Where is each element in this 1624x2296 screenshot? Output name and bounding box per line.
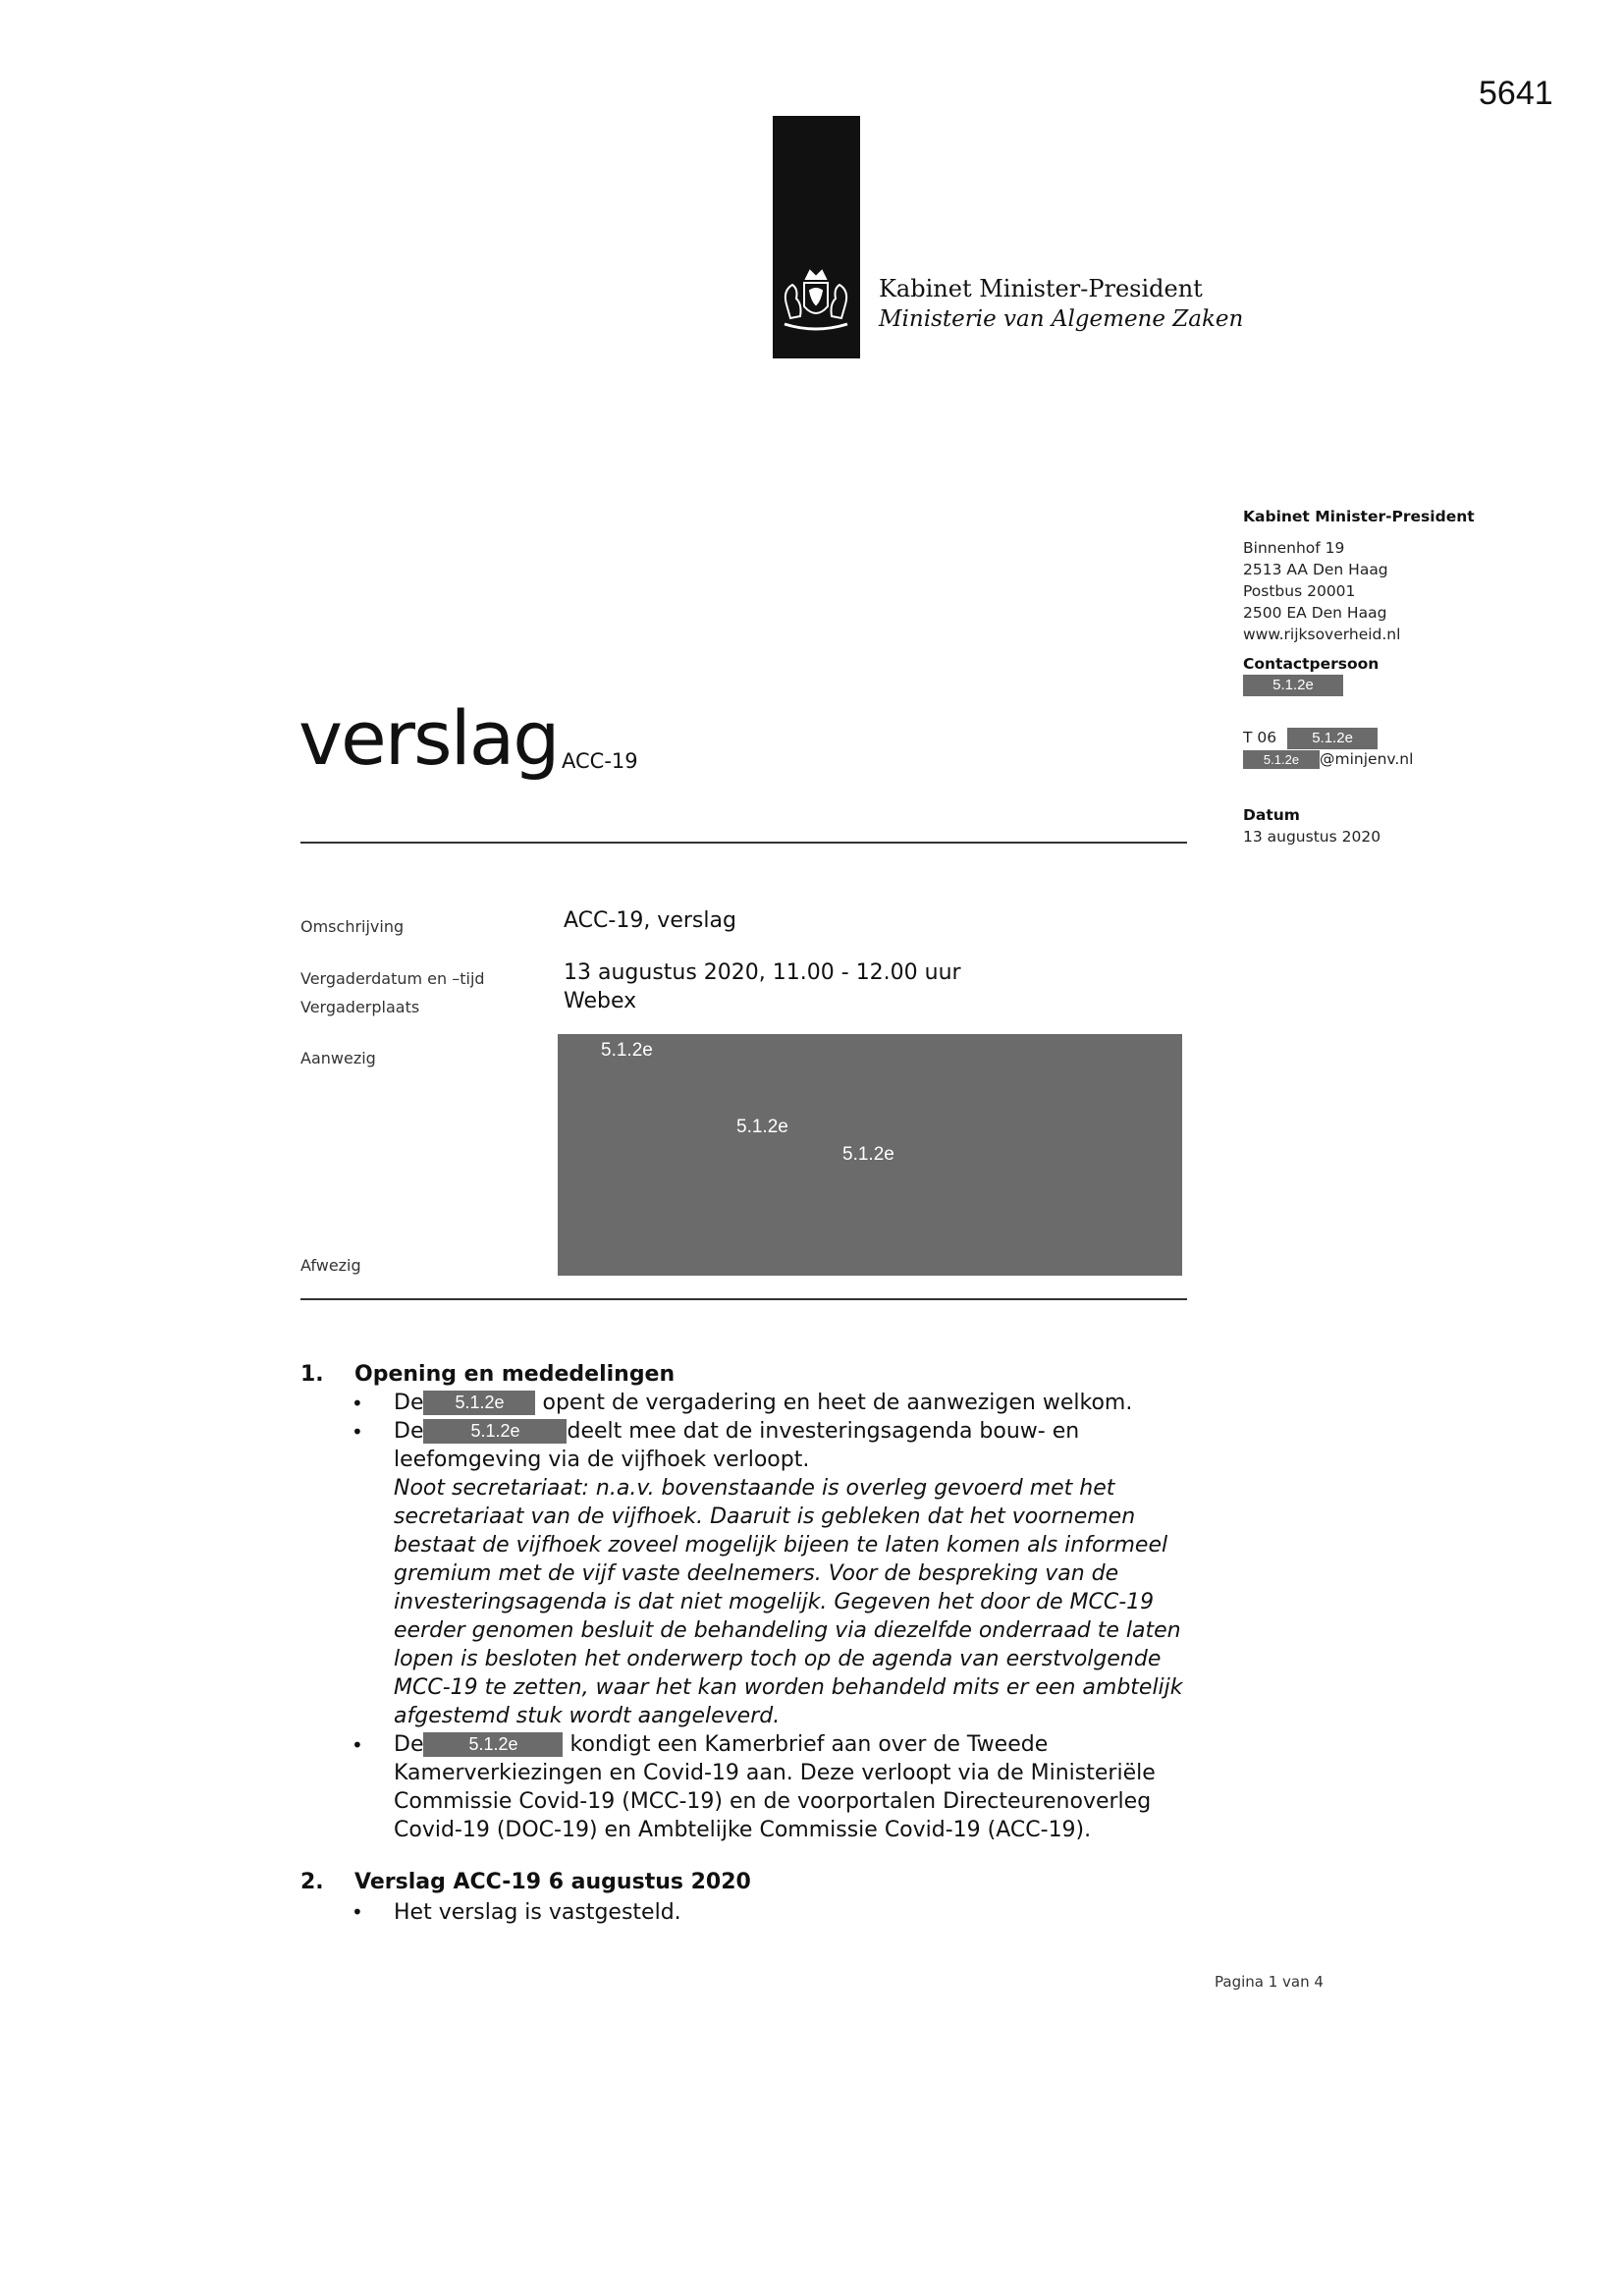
- sidebar-website[interactable]: www.rijksoverheid.nl: [1243, 626, 1401, 643]
- note-line-5: investeringsagenda is dat niet mogelijk. Gegeven het door de MCC-19: [394, 1590, 1155, 1614]
- section-2-number: 2.: [300, 1870, 324, 1894]
- section-1-bullet-2: [394, 1417, 1183, 1730]
- bullet-text: deelt mee dat de investeringsagenda bouw- en: [567, 1419, 1080, 1444]
- bullet-2-1: •: [352, 1900, 363, 1924]
- omschrijving-label: Omschrijving: [300, 917, 405, 936]
- page-number: 5641: [1479, 75, 1553, 112]
- bullet-text-line4: Covid-19 (DOC-19) en Ambtelijke Commissie Covid-19 (ACC-19).: [394, 1818, 1092, 1842]
- sidebar-address-1: Binnenhof 19: [1243, 539, 1345, 557]
- redaction-label: 5.1.2e: [842, 1144, 894, 1165]
- sidebar-address-2: 2513 AA Den Haag: [1243, 561, 1388, 578]
- plaats-label: Vergaderplaats: [300, 998, 420, 1016]
- bullet-text-line2: Kamerverkiezingen en Covid-19 aan. Deze verloopt via de Ministeriële: [394, 1761, 1156, 1785]
- bullet-text-prefix: De: [394, 1391, 424, 1415]
- sidebar-date-label: Datum: [1243, 806, 1300, 824]
- bullet-1-1: •: [352, 1392, 363, 1415]
- sidebar-phone: [1243, 727, 1378, 749]
- redaction-label: 5.1.2e: [736, 1117, 788, 1137]
- note-line-9: afgestemd stuk wordt aangeleverd.: [394, 1704, 781, 1728]
- note-line-6: eerder genomen besluit de behandeling via diezelfde onderraad te laten: [394, 1618, 1181, 1643]
- sidebar-contact-redaction: [1243, 674, 1343, 696]
- bullet-text: opent de vergadering en heet de aanwezigen welkom.: [542, 1391, 1133, 1415]
- note-line-7: lopen is besloten het onderwerp toch op de agenda van eerstvolgende: [394, 1647, 1162, 1671]
- redaction-box: 5.1.2e: [423, 1419, 567, 1444]
- document-title: verslag: [298, 694, 559, 782]
- section-2-bullet-1: Het verslag is vastgesteld.: [394, 1900, 681, 1925]
- note-line-1: Noot secretariaat: n.a.v. bovenstaande is overleg gevoerd met het: [394, 1476, 1115, 1501]
- royal-crest-icon: [777, 265, 855, 340]
- redaction-box: 5.1.2e: [423, 1391, 535, 1415]
- aanwezig-label: Aanwezig: [300, 1049, 376, 1067]
- redaction-box: 5.1.2e: [1287, 728, 1378, 749]
- redaction-box: 5.1.2e: [1243, 675, 1343, 696]
- section-1-bullet-3: [394, 1730, 1156, 1844]
- phone-prefix: T 06: [1243, 729, 1277, 746]
- section-1-number: 1.: [300, 1362, 324, 1387]
- sidebar-address-3: Postbus 20001: [1243, 582, 1356, 600]
- document-code: ACC-19: [562, 749, 638, 773]
- sidebar-email: [1243, 748, 1413, 770]
- section-2-title: Verslag ACC-19 6 augustus 2020: [354, 1870, 751, 1894]
- plaats-value: Webex: [564, 989, 637, 1013]
- logo-subtitle: Ministerie van Algemene Zaken: [879, 306, 1244, 332]
- bullet-text-line2: leefomgeving via de vijfhoek verloopt.: [394, 1448, 810, 1472]
- email-suffix: @minjenv.nl: [1320, 750, 1414, 768]
- note-line-4: gremium met de vijf vaste deelnemers. Voor de bespreking van de: [394, 1561, 1119, 1586]
- bullet-1-2: •: [352, 1420, 363, 1444]
- bullet-text-line3: Commissie Covid-19 (MCC-19) en de voorportalen Directeurenoverleg: [394, 1789, 1152, 1814]
- sidebar-date-value: 13 augustus 2020: [1243, 828, 1381, 846]
- redaction-box: 5.1.2e: [1243, 750, 1320, 769]
- note-line-3: bestaat de vijfhoek zoveel mogelijk bijeen te laten komen als informeel: [394, 1533, 1168, 1558]
- divider-top: [300, 842, 1187, 844]
- section-1-bullet-1: [394, 1389, 1132, 1417]
- sidebar-address-4: 2500 EA Den Haag: [1243, 604, 1387, 622]
- note-line-2: secretariaat van de vijfhoek. Daaruit is gebleken dat het voornemen: [394, 1504, 1136, 1529]
- section-1-title: Opening en mededelingen: [354, 1362, 676, 1387]
- redaction-box: 5.1.2e: [423, 1732, 563, 1757]
- note-line-8: MCC-19 te zetten, waar het kan worden behandeld mits er een ambtelijk: [394, 1675, 1183, 1700]
- divider-bottom: [300, 1298, 1187, 1300]
- attendees-redaction-block: [558, 1034, 1182, 1276]
- omschrijving-value: ACC-19, verslag: [564, 908, 736, 933]
- redaction-label: 5.1.2e: [601, 1040, 653, 1061]
- sidebar-contact-label: Contactpersoon: [1243, 655, 1380, 673]
- page-footer: Pagina 1 van 4: [1215, 1973, 1324, 1991]
- datum-value: 13 augustus 2020, 11.00 - 12.00 uur: [564, 960, 961, 985]
- datum-label: Vergaderdatum en –tijd: [300, 969, 485, 988]
- bullet-text: kondigt een Kamerbrief aan over de Tweede: [569, 1732, 1049, 1757]
- bullet-text-prefix: De: [394, 1732, 424, 1757]
- afwezig-label: Afwezig: [300, 1256, 361, 1275]
- logo-title: Kabinet Minister-President: [879, 275, 1203, 302]
- sidebar-org: Kabinet Minister-President: [1243, 508, 1475, 525]
- bullet-1-3: •: [352, 1733, 363, 1757]
- bullet-text-prefix: De: [394, 1419, 424, 1444]
